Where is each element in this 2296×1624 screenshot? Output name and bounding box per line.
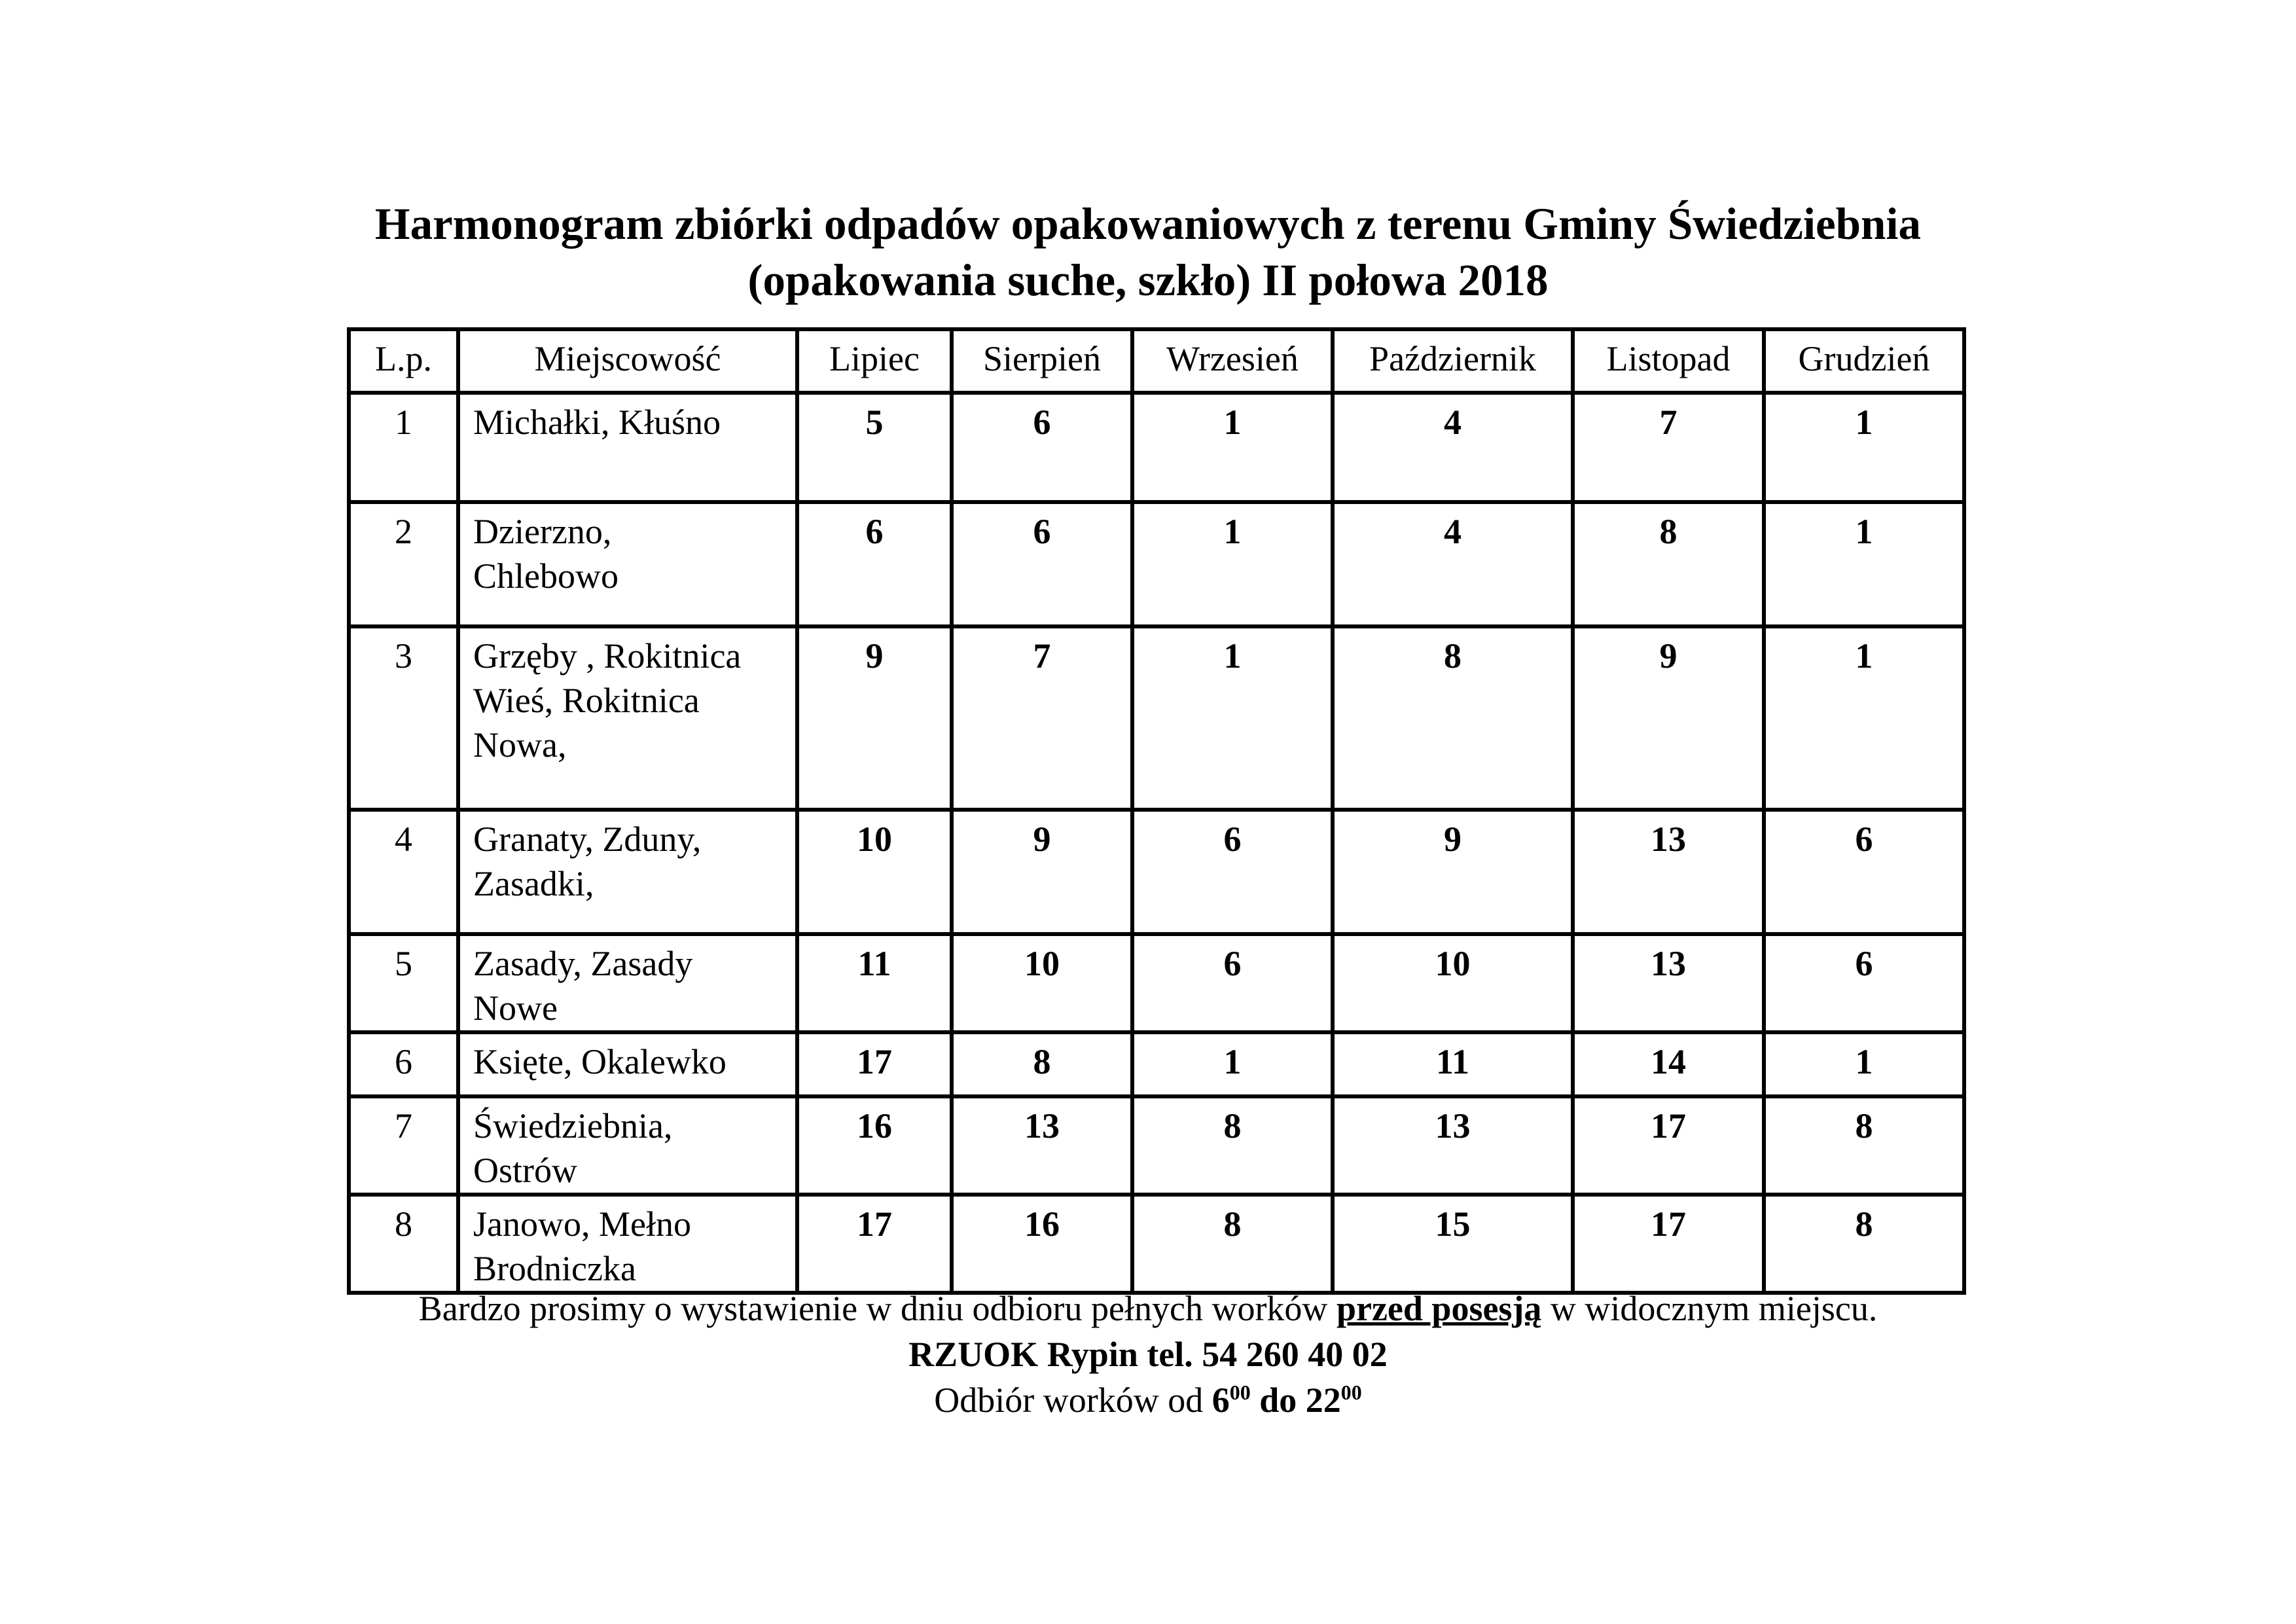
row-number: 4 <box>349 810 458 934</box>
day-july: 9 <box>797 626 952 810</box>
day-october: 8 <box>1333 626 1573 810</box>
day-october: 13 <box>1333 1096 1573 1195</box>
column-header-november: Listopad <box>1573 329 1764 393</box>
day-november: 9 <box>1573 626 1764 810</box>
day-september: 1 <box>1132 626 1333 810</box>
placement-note-emphasis: przed posesją <box>1336 1289 1542 1328</box>
header-row <box>349 329 1964 393</box>
day-july: 17 <box>797 1032 952 1096</box>
placement-note-text: Bardzo prosimy o wystawienie w dniu odbioru pełnych worków <box>418 1289 1336 1328</box>
day-september: 8 <box>1132 1096 1333 1195</box>
row-number: 1 <box>349 393 458 502</box>
day-december: 6 <box>1764 810 1964 934</box>
table-row <box>349 934 1964 1032</box>
placement-note <box>0 1287 2296 1330</box>
column-header-august: Sierpień <box>952 329 1132 393</box>
table-row <box>349 810 1964 934</box>
table-row <box>349 626 1964 810</box>
row-number: 5 <box>349 934 458 1032</box>
day-october: 11 <box>1333 1032 1573 1096</box>
day-september: 1 <box>1132 1032 1333 1096</box>
place-line: Nowe <box>473 988 558 1028</box>
row-number: 8 <box>349 1195 458 1293</box>
day-september: 8 <box>1132 1195 1333 1293</box>
day-december: 1 <box>1764 1032 1964 1096</box>
day-august: 9 <box>952 810 1132 934</box>
place-line: Księte, Okalewko <box>473 1042 726 1081</box>
pickup-hours-to-label: do <box>1250 1380 1306 1420</box>
place-line: Janowo, Mełno <box>473 1204 691 1244</box>
pickup-hours-label: Odbiór worków od <box>934 1380 1212 1420</box>
place-cell <box>458 1096 797 1195</box>
pickup-hours-to: 22 <box>1305 1380 1341 1420</box>
place-line: Michałki, Kłuśno <box>473 403 721 442</box>
place-line: Wieś, Rokitnica <box>473 681 700 720</box>
day-december: 1 <box>1764 502 1964 626</box>
page-subtitle: (opakowania suche, szkło) II połowa 2018 <box>747 255 1549 305</box>
row-number: 7 <box>349 1096 458 1195</box>
day-november: 8 <box>1573 502 1764 626</box>
day-august: 7 <box>952 626 1132 810</box>
place-cell <box>458 934 797 1032</box>
day-october: 9 <box>1333 810 1573 934</box>
column-header-september: Wrzesień <box>1132 329 1333 393</box>
place-cell <box>458 393 797 502</box>
day-november: 14 <box>1573 1032 1764 1096</box>
table-row <box>349 1032 1964 1096</box>
day-september: 6 <box>1132 934 1333 1032</box>
contact-line: RZUOK Rypin tel. 54 260 40 02 <box>908 1335 1388 1374</box>
placement-note-end: w widocznym miejscu. <box>1541 1289 1878 1328</box>
day-august: 8 <box>952 1032 1132 1096</box>
row-number: 3 <box>349 626 458 810</box>
column-header-place: Miejscowość <box>458 329 797 393</box>
place-cell <box>458 810 797 934</box>
day-september: 1 <box>1132 502 1333 626</box>
place-line: Grzęby , Rokitnica <box>473 636 742 676</box>
day-november: 13 <box>1573 810 1764 934</box>
place-cell <box>458 502 797 626</box>
row-number: 2 <box>349 502 458 626</box>
day-july: 16 <box>797 1096 952 1195</box>
day-october: 10 <box>1333 934 1573 1032</box>
column-header-july: Lipiec <box>797 329 952 393</box>
day-july: 10 <box>797 810 952 934</box>
day-august: 13 <box>952 1096 1132 1195</box>
table-header <box>349 329 1964 393</box>
pickup-hours <box>0 1379 2296 1422</box>
day-july: 17 <box>797 1195 952 1293</box>
place-line: Dzierzno, <box>473 512 612 551</box>
day-december: 8 <box>1764 1096 1964 1195</box>
column-header-lp: L.p. <box>349 329 458 393</box>
row-number: 6 <box>349 1032 458 1096</box>
day-december: 8 <box>1764 1195 1964 1293</box>
day-october: 15 <box>1333 1195 1573 1293</box>
day-november: 17 <box>1573 1195 1764 1293</box>
day-september: 6 <box>1132 810 1333 934</box>
column-header-october: Październik <box>1333 329 1573 393</box>
place-cell <box>458 1032 797 1096</box>
page-title: Harmonogram zbiórki odpadów opakowaniowych z terenu Gminy Świedziebnia <box>374 199 1922 249</box>
day-december: 6 <box>1764 934 1964 1032</box>
place-line: Nowa, <box>473 725 567 765</box>
column-header-december: Grudzień <box>1764 329 1964 393</box>
day-october: 4 <box>1333 393 1573 502</box>
table-row <box>349 502 1964 626</box>
day-october: 4 <box>1333 502 1573 626</box>
day-august: 10 <box>952 934 1132 1032</box>
place-line: Świedziebnia, <box>473 1106 673 1146</box>
collection-schedule-table <box>347 327 1966 1295</box>
day-november: 13 <box>1573 934 1764 1032</box>
pickup-hours-from-minutes: 00 <box>1229 1380 1251 1404</box>
table-row <box>349 1195 1964 1293</box>
day-july: 6 <box>797 502 952 626</box>
place-line: Ostrów <box>473 1151 577 1190</box>
pickup-hours-from: 6 <box>1211 1380 1230 1420</box>
day-july: 11 <box>797 934 952 1032</box>
place-line: Granaty, Zduny, <box>473 820 702 859</box>
place-cell <box>458 1195 797 1293</box>
table-body <box>349 393 1964 1293</box>
day-august: 6 <box>952 502 1132 626</box>
day-november: 7 <box>1573 393 1764 502</box>
place-line: Brodniczka <box>473 1249 636 1288</box>
day-august: 16 <box>952 1195 1132 1293</box>
place-line: Zasady, Zasady <box>473 944 693 983</box>
day-september: 1 <box>1132 393 1333 502</box>
day-december: 1 <box>1764 393 1964 502</box>
day-july: 5 <box>797 393 952 502</box>
table-row <box>349 1096 1964 1195</box>
place-cell <box>458 626 797 810</box>
table-row <box>349 393 1964 502</box>
day-august: 6 <box>952 393 1132 502</box>
day-november: 17 <box>1573 1096 1764 1195</box>
place-line: Chlebowo <box>473 556 619 596</box>
day-december: 1 <box>1764 626 1964 810</box>
pickup-hours-to-minutes: 00 <box>1340 1380 1362 1404</box>
place-line: Zasadki, <box>473 864 594 903</box>
